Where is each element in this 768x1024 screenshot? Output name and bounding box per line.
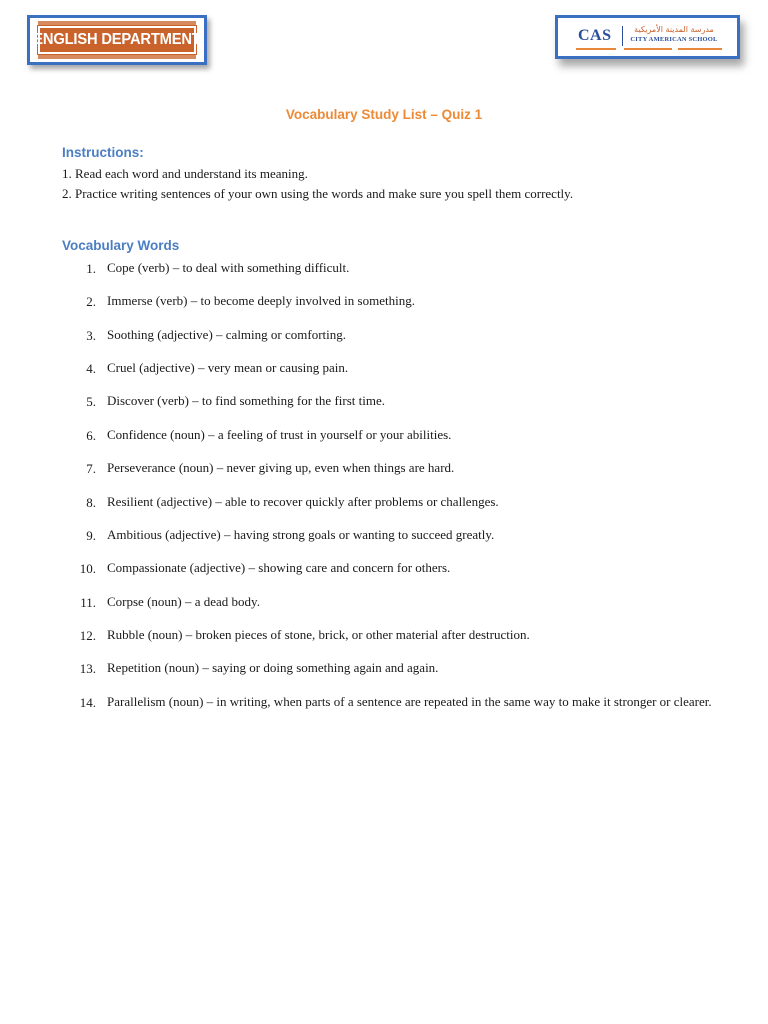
logo-divider <box>622 26 623 46</box>
item-number: 13. <box>79 661 96 676</box>
school-arabic-name: مدرسة المدينة الأمريكية <box>634 25 714 34</box>
vocabulary-heading: Vocabulary Words <box>62 238 180 253</box>
item-text: Soothing (adjective) – calming or comforting. <box>107 327 346 342</box>
school-logo <box>555 15 740 59</box>
item-text: Immerse (verb) – to become deeply involved in something. <box>107 293 415 308</box>
item-number: 12. <box>79 628 96 643</box>
item-text: Confidence (noun) – a feeling of trust in yourself or your abilities. <box>107 427 452 442</box>
logo-decor-strip <box>38 55 196 59</box>
item-text: Rubble (noun) – broken pieces of stone, brick, or other material after destruction. <box>107 627 530 642</box>
item-text: Perseverance (noun) – never giving up, even when things are hard. <box>107 460 455 475</box>
item-text: Cope (verb) – to deal with something difficult. <box>107 260 350 275</box>
item-number: 2. <box>86 294 96 309</box>
logo-underline <box>678 48 722 50</box>
item-number: 1. <box>86 261 96 276</box>
item-text: Compassionate (adjective) – showing care and concern for others. <box>107 560 451 575</box>
logo-decor-strip <box>38 21 196 25</box>
logo-plate <box>33 26 201 54</box>
item-number: 6. <box>86 428 96 443</box>
item-number: 14. <box>79 695 96 710</box>
item-number: 9. <box>86 528 96 543</box>
logo-underline <box>576 48 616 50</box>
item-text: Cruel (adjective) – very mean or causing pain. <box>107 360 349 375</box>
school-english-name: CITY AMERICAN SCHOOL <box>630 36 718 43</box>
item-text: Resilient (adjective) – able to recover quickly after problems or challenges. <box>107 494 499 509</box>
page-title: Vocabulary Study List – Quiz 1 <box>285 107 483 122</box>
logo-underline <box>624 48 672 50</box>
item-number: 8. <box>86 495 96 510</box>
item-text: Parallelism (noun) – in writing, when parts of a sentence are repeated in the same way to make it stronger or clearer. <box>107 694 712 709</box>
item-text: Corpse (noun) – a dead body. <box>107 594 260 609</box>
logo-text: ENGLISH DEPARTMENT <box>33 31 201 48</box>
instructions-heading: Instructions: <box>62 145 144 160</box>
item-number: 11. <box>80 595 96 610</box>
instruction-line: 2. Practice writing sentences of your own using the words and make sure you spell them correctly. <box>62 186 574 201</box>
item-text: Discover (verb) – to find something for the first time. <box>107 393 385 408</box>
instruction-line: 1. Read each word and understand its meaning. <box>62 166 308 181</box>
english-department-logo <box>27 15 207 65</box>
item-number: 7. <box>86 461 96 476</box>
item-text: Repetition (noun) – saying or doing something again and again. <box>107 660 439 675</box>
item-number: 10. <box>79 561 96 576</box>
item-text: Ambitious (adjective) – having strong goals or wanting to succeed greatly. <box>107 527 495 542</box>
school-abbr: CAS <box>578 27 612 44</box>
item-number: 5. <box>86 394 96 409</box>
item-number: 4. <box>86 361 96 376</box>
item-number: 3. <box>86 328 96 343</box>
